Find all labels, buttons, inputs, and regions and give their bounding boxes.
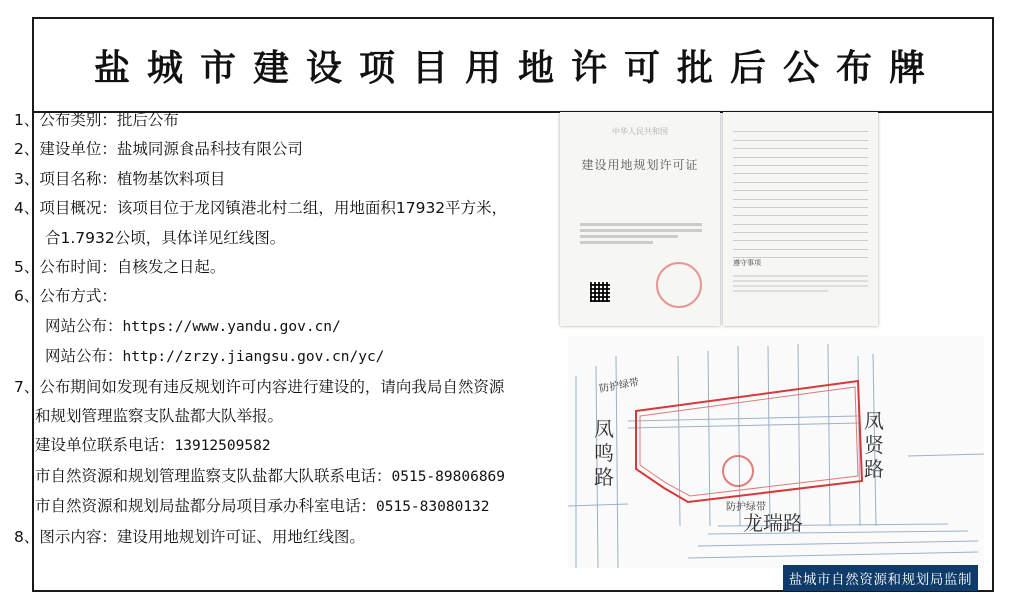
road-left-char-2: 鸣 bbox=[594, 441, 614, 465]
title-bar bbox=[34, 19, 992, 113]
road-right-char-2: 贤 bbox=[864, 433, 884, 457]
phone-1-label: 建设单位联系电话： bbox=[35, 436, 175, 455]
permit-doc-title: 建设用地规划许可证 bbox=[581, 158, 699, 172]
item-category: 1、公布类别：批后公布 bbox=[14, 111, 179, 129]
phone-line-1 bbox=[14, 431, 514, 461]
board-title: 盐城市建设项目用地许可批后公布牌 bbox=[93, 47, 942, 89]
item-unit: 2、建设单位：盐城同源食品科技有限公司 bbox=[14, 140, 303, 159]
website-1 bbox=[14, 312, 514, 342]
phone-line-3 bbox=[14, 492, 514, 522]
item-report: 7、公布期间如发现有违反规划许可内容进行建设的，请向我局自然资源 bbox=[14, 377, 505, 396]
phone-line-2 bbox=[14, 462, 514, 492]
road-right-char-3: 路 bbox=[864, 457, 884, 481]
road-right-name bbox=[0, 0, 1, 1]
phone-3-number: 0515-83080132 bbox=[376, 499, 490, 516]
item-overview: 4、项目概况：该项目位于龙冈镇港北村二组，用地面积17932平方米， bbox=[14, 199, 508, 218]
official-seal-icon bbox=[656, 262, 702, 308]
road-left-char-1: 凤 bbox=[594, 417, 614, 441]
permit-certificate-image bbox=[560, 112, 720, 326]
item-illustration: 8、图示内容：建设用地规划许可证、用地红线图。 bbox=[14, 527, 365, 546]
phone-2-label: 市自然资源和规划管理监察支队盐都大队联系电话： bbox=[35, 466, 392, 485]
website-1-label: 网站公布： bbox=[45, 316, 123, 335]
item-project-name: 3、项目名称：植物基饮料项目 bbox=[14, 169, 226, 188]
item-report-cont: 和规划管理监察支队盐都大队举报。 bbox=[35, 407, 284, 426]
qr-code-icon bbox=[590, 282, 610, 302]
website-1-url[interactable]: https://www.yandu.gov.cn/ bbox=[122, 318, 341, 335]
website-2-url[interactable]: http://zrzy.jiangsu.gov.cn/yc/ bbox=[122, 349, 385, 366]
permit-details-image bbox=[723, 112, 878, 326]
footer-badge: 盐城市自然资源和规划局监制 bbox=[783, 565, 978, 591]
phone-2-number: 0515-89806869 bbox=[391, 468, 506, 485]
website-2 bbox=[14, 342, 514, 372]
item-overview-cont: 合1.7932公顷，具体详见红线图。 bbox=[45, 228, 286, 247]
road-right-char-1: 凤 bbox=[864, 409, 884, 433]
green-belt-bottom-label: 防护绿带 bbox=[726, 502, 766, 513]
road-bottom-label: 龙瑞路 bbox=[743, 511, 803, 535]
website-2-label: 网站公布： bbox=[45, 347, 123, 366]
notice-body bbox=[733, 272, 868, 295]
green-belt-top-label: 防护绿带 bbox=[598, 377, 640, 395]
phone-1-number: 13912509582 bbox=[174, 438, 271, 455]
permit-heading: 中华人民共和国 bbox=[612, 127, 668, 136]
item-method: 6、公布方式： bbox=[14, 287, 117, 306]
phone-3-label: 市自然资源和规划局盐都分局项目承办科室电话： bbox=[35, 497, 377, 516]
permit-body-text bbox=[580, 220, 702, 247]
item-time: 5、公布时间：自核发之日起。 bbox=[14, 258, 226, 277]
road-left-char-3: 路 bbox=[594, 465, 614, 489]
permit-detail-table bbox=[733, 124, 868, 258]
redline-site-map bbox=[568, 336, 984, 568]
notice-content bbox=[14, 106, 514, 552]
notice-title: 遵守事项 bbox=[733, 259, 761, 267]
